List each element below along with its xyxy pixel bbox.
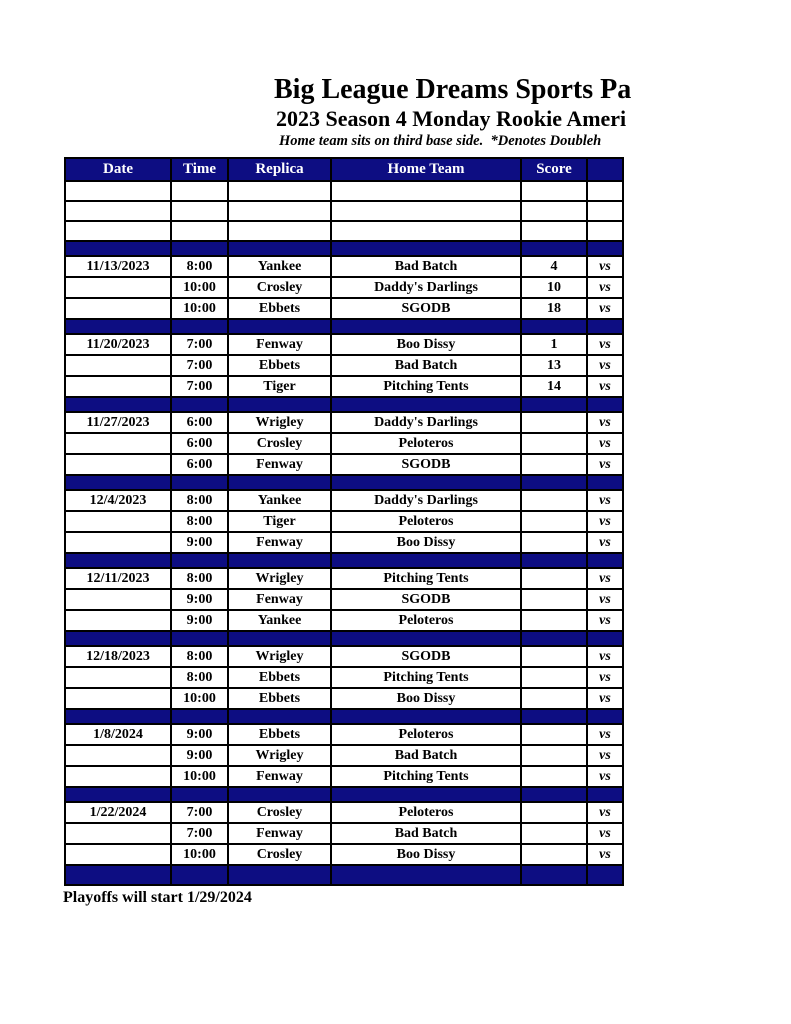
score-cell xyxy=(521,433,587,454)
playoffs-footer: Playoffs will start 1/29/2024 xyxy=(63,889,252,906)
replica-cell: Fenway xyxy=(228,454,331,475)
vs-cell: vs xyxy=(587,376,623,397)
replica-cell: Fenway xyxy=(228,766,331,787)
replica-cell: Yankee xyxy=(228,610,331,631)
separator-score-cell xyxy=(521,475,587,490)
empty-replica-cell xyxy=(228,221,331,241)
time-cell: 9:00 xyxy=(171,745,228,766)
separator-home-team-cell xyxy=(331,475,521,490)
score-cell: 4 xyxy=(521,256,587,277)
vs-cell: vs xyxy=(587,277,623,298)
vs-cell: vs xyxy=(587,334,623,355)
score-cell: 1 xyxy=(521,334,587,355)
separator-home-team-cell xyxy=(331,865,521,885)
replica-cell: Fenway xyxy=(228,823,331,844)
empty-score-cell xyxy=(521,181,587,201)
separator-date-cell xyxy=(65,475,171,490)
date-cell xyxy=(65,433,171,454)
page-title: Big League Dreams Sports Pa xyxy=(274,74,632,105)
separator-replica-cell xyxy=(228,553,331,568)
separator-score-cell xyxy=(521,787,587,802)
separator-date-cell xyxy=(65,397,171,412)
replica-cell: Fenway xyxy=(228,532,331,553)
separator-row xyxy=(65,241,623,256)
time-cell: 8:00 xyxy=(171,667,228,688)
separator-time-cell xyxy=(171,475,228,490)
date-cell: 12/4/2023 xyxy=(65,490,171,511)
empty-time-cell xyxy=(171,201,228,221)
game-row xyxy=(65,376,623,397)
separator-time-cell xyxy=(171,709,228,724)
home-team-cell: SGODB xyxy=(331,298,521,319)
separator-replica-cell xyxy=(228,475,331,490)
game-row xyxy=(65,844,623,865)
vs-cell: vs xyxy=(587,298,623,319)
game-row xyxy=(65,745,623,766)
separator-replica-cell xyxy=(228,865,331,885)
date-cell xyxy=(65,610,171,631)
vs-cell: vs xyxy=(587,568,623,589)
home-team-cell: Peloteros xyxy=(331,610,521,631)
separator-vs-cell xyxy=(587,865,623,885)
separator-date-cell xyxy=(65,553,171,568)
empty-date-cell xyxy=(65,201,171,221)
header-cell-vs xyxy=(587,158,623,181)
home-team-cell: Pitching Tents xyxy=(331,667,521,688)
home-team-cell: Daddy's Darlings xyxy=(331,277,521,298)
home-team-cell: Daddy's Darlings xyxy=(331,490,521,511)
score-cell xyxy=(521,412,587,433)
game-row xyxy=(65,532,623,553)
separator-time-cell xyxy=(171,631,228,646)
separator-score-cell xyxy=(521,865,587,885)
separator-vs-cell xyxy=(587,709,623,724)
separator-vs-cell xyxy=(587,553,623,568)
score-cell xyxy=(521,688,587,709)
score-cell xyxy=(521,844,587,865)
home-team-cell: Daddy's Darlings xyxy=(331,412,521,433)
date-cell: 1/22/2024 xyxy=(65,802,171,823)
time-cell: 8:00 xyxy=(171,256,228,277)
separator-vs-cell xyxy=(587,397,623,412)
separator-score-cell xyxy=(521,319,587,334)
game-row xyxy=(65,589,623,610)
score-cell: 13 xyxy=(521,355,587,376)
header-row xyxy=(65,158,623,181)
home-team-cell: Pitching Tents xyxy=(331,568,521,589)
replica-cell: Crosley xyxy=(228,802,331,823)
vs-cell: vs xyxy=(587,802,623,823)
replica-cell: Ebbets xyxy=(228,355,331,376)
replica-cell: Fenway xyxy=(228,589,331,610)
score-cell: 14 xyxy=(521,376,587,397)
separator-date-cell xyxy=(65,241,171,256)
empty-home-team-cell xyxy=(331,181,521,201)
replica-cell: Ebbets xyxy=(228,724,331,745)
separator-time-cell xyxy=(171,553,228,568)
game-row xyxy=(65,433,623,454)
separator-date-cell xyxy=(65,709,171,724)
date-cell: 11/13/2023 xyxy=(65,256,171,277)
separator-score-cell xyxy=(521,553,587,568)
time-cell: 7:00 xyxy=(171,355,228,376)
empty-home-team-cell xyxy=(331,201,521,221)
game-row xyxy=(65,766,623,787)
time-cell: 7:00 xyxy=(171,823,228,844)
separator-row xyxy=(65,709,623,724)
page-subtitle: 2023 Season 4 Monday Rookie Ameri xyxy=(276,106,627,131)
replica-cell: Ebbets xyxy=(228,298,331,319)
vs-cell: vs xyxy=(587,823,623,844)
separator-replica-cell xyxy=(228,787,331,802)
replica-cell: Crosley xyxy=(228,277,331,298)
separator-home-team-cell xyxy=(331,241,521,256)
home-team-cell: Boo Dissy xyxy=(331,532,521,553)
game-row xyxy=(65,334,623,355)
vs-cell: vs xyxy=(587,433,623,454)
vs-cell: vs xyxy=(587,610,623,631)
home-team-cell: Bad Batch xyxy=(331,823,521,844)
vs-cell: vs xyxy=(587,724,623,745)
replica-cell: Crosley xyxy=(228,433,331,454)
game-row xyxy=(65,277,623,298)
home-team-cell: Peloteros xyxy=(331,511,521,532)
empty-time-cell xyxy=(171,221,228,241)
score-cell xyxy=(521,610,587,631)
game-row xyxy=(65,724,623,745)
vs-cell: vs xyxy=(587,490,623,511)
date-cell: 1/8/2024 xyxy=(65,724,171,745)
date-cell: 12/18/2023 xyxy=(65,646,171,667)
game-row xyxy=(65,256,623,277)
header-cell-home-team: Home Team xyxy=(331,158,521,181)
separator-home-team-cell xyxy=(331,787,521,802)
separator-score-cell xyxy=(521,241,587,256)
score-cell: 18 xyxy=(521,298,587,319)
separator-time-cell xyxy=(171,787,228,802)
home-team-cell: Bad Batch xyxy=(331,745,521,766)
separator-vs-cell xyxy=(587,475,623,490)
vs-cell: vs xyxy=(587,511,623,532)
time-cell: 7:00 xyxy=(171,376,228,397)
vs-cell: vs xyxy=(587,688,623,709)
empty-home-team-cell xyxy=(331,221,521,241)
home-team-cell: Pitching Tents xyxy=(331,766,521,787)
date-cell xyxy=(65,688,171,709)
date-cell xyxy=(65,376,171,397)
empty-replica-cell xyxy=(228,201,331,221)
home-team-cell: Boo Dissy xyxy=(331,844,521,865)
score-cell xyxy=(521,823,587,844)
separator-row xyxy=(65,475,623,490)
home-team-cell: Boo Dissy xyxy=(331,688,521,709)
separator-vs-cell xyxy=(587,787,623,802)
game-row xyxy=(65,490,623,511)
empty-date-cell xyxy=(65,181,171,201)
empty-date-cell xyxy=(65,221,171,241)
replica-cell: Fenway xyxy=(228,334,331,355)
game-row xyxy=(65,568,623,589)
vs-cell: vs xyxy=(587,745,623,766)
vs-cell: vs xyxy=(587,256,623,277)
date-cell xyxy=(65,667,171,688)
separator-home-team-cell xyxy=(331,397,521,412)
replica-cell: Ebbets xyxy=(228,667,331,688)
vs-cell: vs xyxy=(587,766,623,787)
time-cell: 6:00 xyxy=(171,454,228,475)
time-cell: 10:00 xyxy=(171,688,228,709)
time-cell: 9:00 xyxy=(171,589,228,610)
score-cell xyxy=(521,667,587,688)
replica-cell: Yankee xyxy=(228,490,331,511)
score-cell xyxy=(521,511,587,532)
home-team-cell: Pitching Tents xyxy=(331,376,521,397)
time-cell: 10:00 xyxy=(171,766,228,787)
score-cell xyxy=(521,454,587,475)
separator-row xyxy=(65,553,623,568)
empty-score-cell xyxy=(521,201,587,221)
date-cell: 11/27/2023 xyxy=(65,412,171,433)
game-row xyxy=(65,823,623,844)
date-cell xyxy=(65,589,171,610)
date-cell xyxy=(65,532,171,553)
separator-row xyxy=(65,631,623,646)
separator-vs-cell xyxy=(587,241,623,256)
header-cell-score: Score xyxy=(521,158,587,181)
time-cell: 7:00 xyxy=(171,334,228,355)
time-cell: 8:00 xyxy=(171,490,228,511)
time-cell: 10:00 xyxy=(171,277,228,298)
score-cell xyxy=(521,766,587,787)
date-cell xyxy=(65,766,171,787)
separator-row xyxy=(65,787,623,802)
separator-home-team-cell xyxy=(331,553,521,568)
replica-cell: Wrigley xyxy=(228,745,331,766)
separator-score-cell xyxy=(521,631,587,646)
separator-replica-cell xyxy=(228,319,331,334)
game-row xyxy=(65,646,623,667)
date-cell xyxy=(65,823,171,844)
empty-time-cell xyxy=(171,181,228,201)
replica-cell: Wrigley xyxy=(228,646,331,667)
separator-replica-cell xyxy=(228,397,331,412)
separator-row xyxy=(65,865,623,885)
vs-cell: vs xyxy=(587,532,623,553)
date-cell xyxy=(65,277,171,298)
separator-row xyxy=(65,319,623,334)
home-team-cell: Bad Batch xyxy=(331,256,521,277)
score-cell xyxy=(521,724,587,745)
date-cell xyxy=(65,511,171,532)
game-row xyxy=(65,688,623,709)
vs-cell: vs xyxy=(587,844,623,865)
game-row xyxy=(65,802,623,823)
replica-cell: Wrigley xyxy=(228,412,331,433)
game-row xyxy=(65,610,623,631)
date-cell xyxy=(65,454,171,475)
date-cell: 11/20/2023 xyxy=(65,334,171,355)
replica-cell: Tiger xyxy=(228,511,331,532)
separator-score-cell xyxy=(521,709,587,724)
schedule-table xyxy=(64,157,624,886)
vs-cell: vs xyxy=(587,589,623,610)
game-row xyxy=(65,298,623,319)
empty-score-cell xyxy=(521,221,587,241)
score-cell xyxy=(521,802,587,823)
time-cell: 9:00 xyxy=(171,610,228,631)
separator-vs-cell xyxy=(587,319,623,334)
replica-cell: Tiger xyxy=(228,376,331,397)
home-team-cell: SGODB xyxy=(331,646,521,667)
header-cell-time: Time xyxy=(171,158,228,181)
time-cell: 7:00 xyxy=(171,802,228,823)
empty-replica-cell xyxy=(228,181,331,201)
vs-cell: vs xyxy=(587,667,623,688)
empty-row xyxy=(65,181,623,201)
home-team-cell: Peloteros xyxy=(331,802,521,823)
score-cell xyxy=(521,589,587,610)
replica-cell: Crosley xyxy=(228,844,331,865)
separator-replica-cell xyxy=(228,709,331,724)
date-cell xyxy=(65,355,171,376)
separator-replica-cell xyxy=(228,631,331,646)
separator-time-cell xyxy=(171,319,228,334)
separator-date-cell xyxy=(65,631,171,646)
home-team-cell: Peloteros xyxy=(331,724,521,745)
game-row xyxy=(65,454,623,475)
separator-home-team-cell xyxy=(331,709,521,724)
separator-time-cell xyxy=(171,241,228,256)
game-row xyxy=(65,412,623,433)
time-cell: 10:00 xyxy=(171,298,228,319)
home-team-cell: Bad Batch xyxy=(331,355,521,376)
separator-home-team-cell xyxy=(331,631,521,646)
home-team-cell: SGODB xyxy=(331,589,521,610)
empty-row xyxy=(65,201,623,221)
time-cell: 8:00 xyxy=(171,568,228,589)
time-cell: 8:00 xyxy=(171,646,228,667)
separator-vs-cell xyxy=(587,631,623,646)
vs-cell: vs xyxy=(587,355,623,376)
score-cell xyxy=(521,490,587,511)
score-cell xyxy=(521,568,587,589)
vs-cell: vs xyxy=(587,412,623,433)
time-cell: 9:00 xyxy=(171,532,228,553)
separator-score-cell xyxy=(521,397,587,412)
empty-row xyxy=(65,221,623,241)
home-team-cell: SGODB xyxy=(331,454,521,475)
game-row xyxy=(65,355,623,376)
time-cell: 10:00 xyxy=(171,844,228,865)
date-cell xyxy=(65,844,171,865)
separator-date-cell xyxy=(65,319,171,334)
score-cell: 10 xyxy=(521,277,587,298)
time-cell: 9:00 xyxy=(171,724,228,745)
home-team-note: Home team sits on third base side. *Denotes Doubleh xyxy=(279,133,602,149)
separator-time-cell xyxy=(171,397,228,412)
game-row xyxy=(65,511,623,532)
empty-vs-cell xyxy=(587,181,623,201)
vs-cell: vs xyxy=(587,646,623,667)
time-cell: 6:00 xyxy=(171,433,228,454)
empty-vs-cell xyxy=(587,221,623,241)
replica-cell: Ebbets xyxy=(228,688,331,709)
separator-date-cell xyxy=(65,865,171,885)
score-cell xyxy=(521,646,587,667)
replica-cell: Wrigley xyxy=(228,568,331,589)
separator-home-team-cell xyxy=(331,319,521,334)
empty-vs-cell xyxy=(587,201,623,221)
separator-row xyxy=(65,397,623,412)
date-cell: 12/11/2023 xyxy=(65,568,171,589)
score-cell xyxy=(521,532,587,553)
replica-cell: Yankee xyxy=(228,256,331,277)
separator-replica-cell xyxy=(228,241,331,256)
header-cell-replica: Replica xyxy=(228,158,331,181)
time-cell: 8:00 xyxy=(171,511,228,532)
separator-time-cell xyxy=(171,865,228,885)
date-cell xyxy=(65,298,171,319)
score-cell xyxy=(521,745,587,766)
home-team-cell: Boo Dissy xyxy=(331,334,521,355)
home-team-cell: Peloteros xyxy=(331,433,521,454)
vs-cell: vs xyxy=(587,454,623,475)
date-cell xyxy=(65,745,171,766)
game-row xyxy=(65,667,623,688)
header-cell-date: Date xyxy=(65,158,171,181)
separator-date-cell xyxy=(65,787,171,802)
time-cell: 6:00 xyxy=(171,412,228,433)
